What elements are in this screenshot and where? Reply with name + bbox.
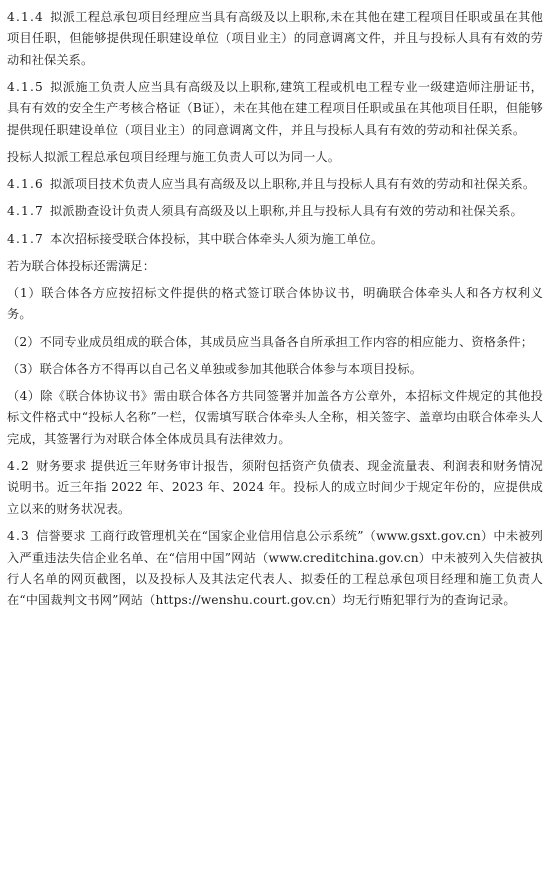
clause-number: 4.1.7 (7, 204, 45, 219)
item-number: （2） (7, 334, 40, 349)
clause-text: 拟派项目技术负责人应当具有高级及以上职称,并且与投标人具有有效的劳动和社保关系。 (50, 177, 536, 192)
clause-4-3-credit (7, 526, 543, 612)
clause-number: 4.1.6 (7, 177, 45, 192)
consortium-item-3 (7, 359, 543, 380)
clause-text: 联合体各方应按招标文件提供的格式签订联合体协议书，明确联合体牵头人和各方权利义务。 (7, 286, 543, 322)
clause-text: 不同专业成员组成的联合体，其成员应当具备各自所承担工作内容的相应能力、资格条件； (39, 334, 534, 349)
clause-number: 4.3 (7, 529, 30, 544)
clause-text: 若为联合体投标还需满足： (7, 258, 156, 273)
clause-4-2-financial (7, 456, 543, 520)
clause-text: 除《联合体协议书》需由联合体各方共同签署并加盖各方公章外，本招标文件规定的其他投标文件格式中“投标人名称”一栏，仅需填写联合体牵头人全称，相关签字、盖章均由联合体牵头人完成，其签署行为对联合体全体成员具有法律效力。 (7, 389, 543, 446)
clause-number: 4.1.7 (7, 231, 45, 246)
clause-text: 本次招标接受联合体投标，其中联合体牵头人须为施工单位。 (50, 231, 384, 246)
clause-number: 4.2 (7, 459, 30, 474)
consortium-item-2 (7, 332, 543, 353)
clause-4-1-6 (7, 174, 543, 195)
consortium-item-4 (7, 386, 543, 450)
clause-text: 拟派工程总承包项目经理应当具有高级及以上职称,未在其他在建工程项目任职或虽在其他项目任职，但能够提供现任职建设单位（项目业主）的同意调离文件，并且与投标人具有有效的劳动和社保关系。 (7, 10, 543, 67)
item-number: （4） (7, 389, 41, 404)
clause-number: 4.1.4 (7, 10, 45, 24)
clause-4-1-4 (7, 7, 543, 71)
consortium-requirements-intro (7, 256, 543, 277)
clause-text: 投标人拟派工程总承包项目经理与施工负责人可以为同一人。 (7, 150, 341, 165)
clause-text: 财务要求 提供近三年财务审计报告，须附包括资产负债表、现金流量表、利润表和财务情况说明书。近三年指 2022 年、2023 年、2024 年。投标人的成立时间少于规定年份的，应提供成立以来的财务状况表。 (7, 459, 543, 516)
consortium-item-1 (7, 283, 543, 326)
clause-text: 联合体各方不得再以自己名义单独或参加其他联合体参与本项目投标。 (39, 361, 423, 376)
item-number: （1） (7, 286, 42, 301)
clause-text: 信誉要求 工商行政管理机关在“国家企业信用信息公示系统”（www.gsxt.gov.cn）中未被列入严重违法失信企业名单、在“信用中国”网站（www.creditchina.gov.cn）中未被列入失信被执行人名单的网页截图，以及投标人及其法定代表人、拟委任的工程总承包项目经理和施工负责人在“中国裁判文书网”网站（https://wenshu.court.gov.cn）均无行贿犯罪行为的查询记录。 (7, 529, 543, 608)
clause-note-same-person (7, 147, 543, 168)
clause-text: 拟派施工负责人应当具有高级及以上职称,建筑工程或机电工程专业一级建造师注册证书，具有有效的安全生产考核合格证（B证），未在其他在建工程项目任职或虽在其他项目任职，但能够提供现任职建设单位（项目业主）的同意调离文件，并且与投标人具有有效的劳动和社保关系。 (7, 80, 543, 137)
clause-number: 4.1.5 (7, 80, 45, 95)
clause-4-1-7-consortium (7, 229, 543, 250)
clause-text: 拟派勘查设计负责人须具有高级及以上职称,并且与投标人具有有效的劳动和社保关系。 (50, 204, 523, 219)
clause-4-1-5 (7, 77, 543, 141)
item-number: （3） (7, 361, 40, 376)
clause-4-1-7-survey (7, 201, 543, 222)
